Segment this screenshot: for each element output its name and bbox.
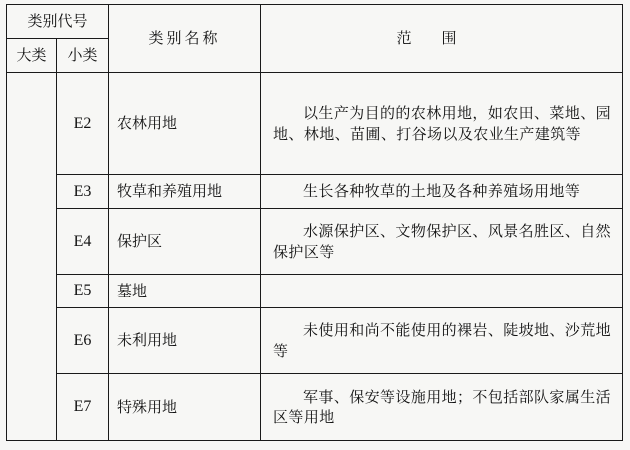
minor-code: E6 xyxy=(57,308,109,374)
table-row xyxy=(7,73,623,175)
category-name: 农林用地 xyxy=(109,73,261,175)
category-name: 特殊用地 xyxy=(109,374,261,441)
header-major: 大类 xyxy=(7,39,57,73)
category-name: 墓地 xyxy=(109,275,261,308)
land-use-table xyxy=(6,4,623,441)
category-name: 保护区 xyxy=(109,209,261,275)
category-scope: 军事、保安等设施用地；不包括部队家属生活区等用地 xyxy=(261,374,623,441)
table-row xyxy=(7,209,623,275)
header-minor: 小类 xyxy=(57,39,109,73)
category-name: 牧草和养殖用地 xyxy=(109,175,261,209)
category-name: 未利用地 xyxy=(109,308,261,374)
category-scope xyxy=(261,275,623,308)
minor-code: E4 xyxy=(57,209,109,275)
header-name: 类别名称 xyxy=(109,5,261,73)
category-scope: 未使用和尚不能使用的裸岩、陡坡地、沙荒地等 xyxy=(261,308,623,374)
table-row xyxy=(7,175,623,209)
category-scope: 水源保护区、文物保护区、风景名胜区、自然保护区等 xyxy=(261,209,623,275)
major-category-cell xyxy=(7,73,57,441)
category-scope: 生长各种牧草的土地及各种养殖场用地等 xyxy=(261,175,623,209)
table-row xyxy=(7,374,623,441)
minor-code: E3 xyxy=(57,175,109,209)
table-row xyxy=(7,308,623,374)
table-row xyxy=(7,275,623,308)
minor-code: E2 xyxy=(57,73,109,175)
minor-code: E7 xyxy=(57,374,109,441)
category-scope: 以生产为目的的农林用地，如农田、菜地、园地、林地、苗圃、打谷场以及农业生产建筑等 xyxy=(261,73,623,175)
minor-code: E5 xyxy=(57,275,109,308)
header-code-group: 类别代号 xyxy=(7,5,109,39)
header-scope: 范围 xyxy=(261,5,623,73)
